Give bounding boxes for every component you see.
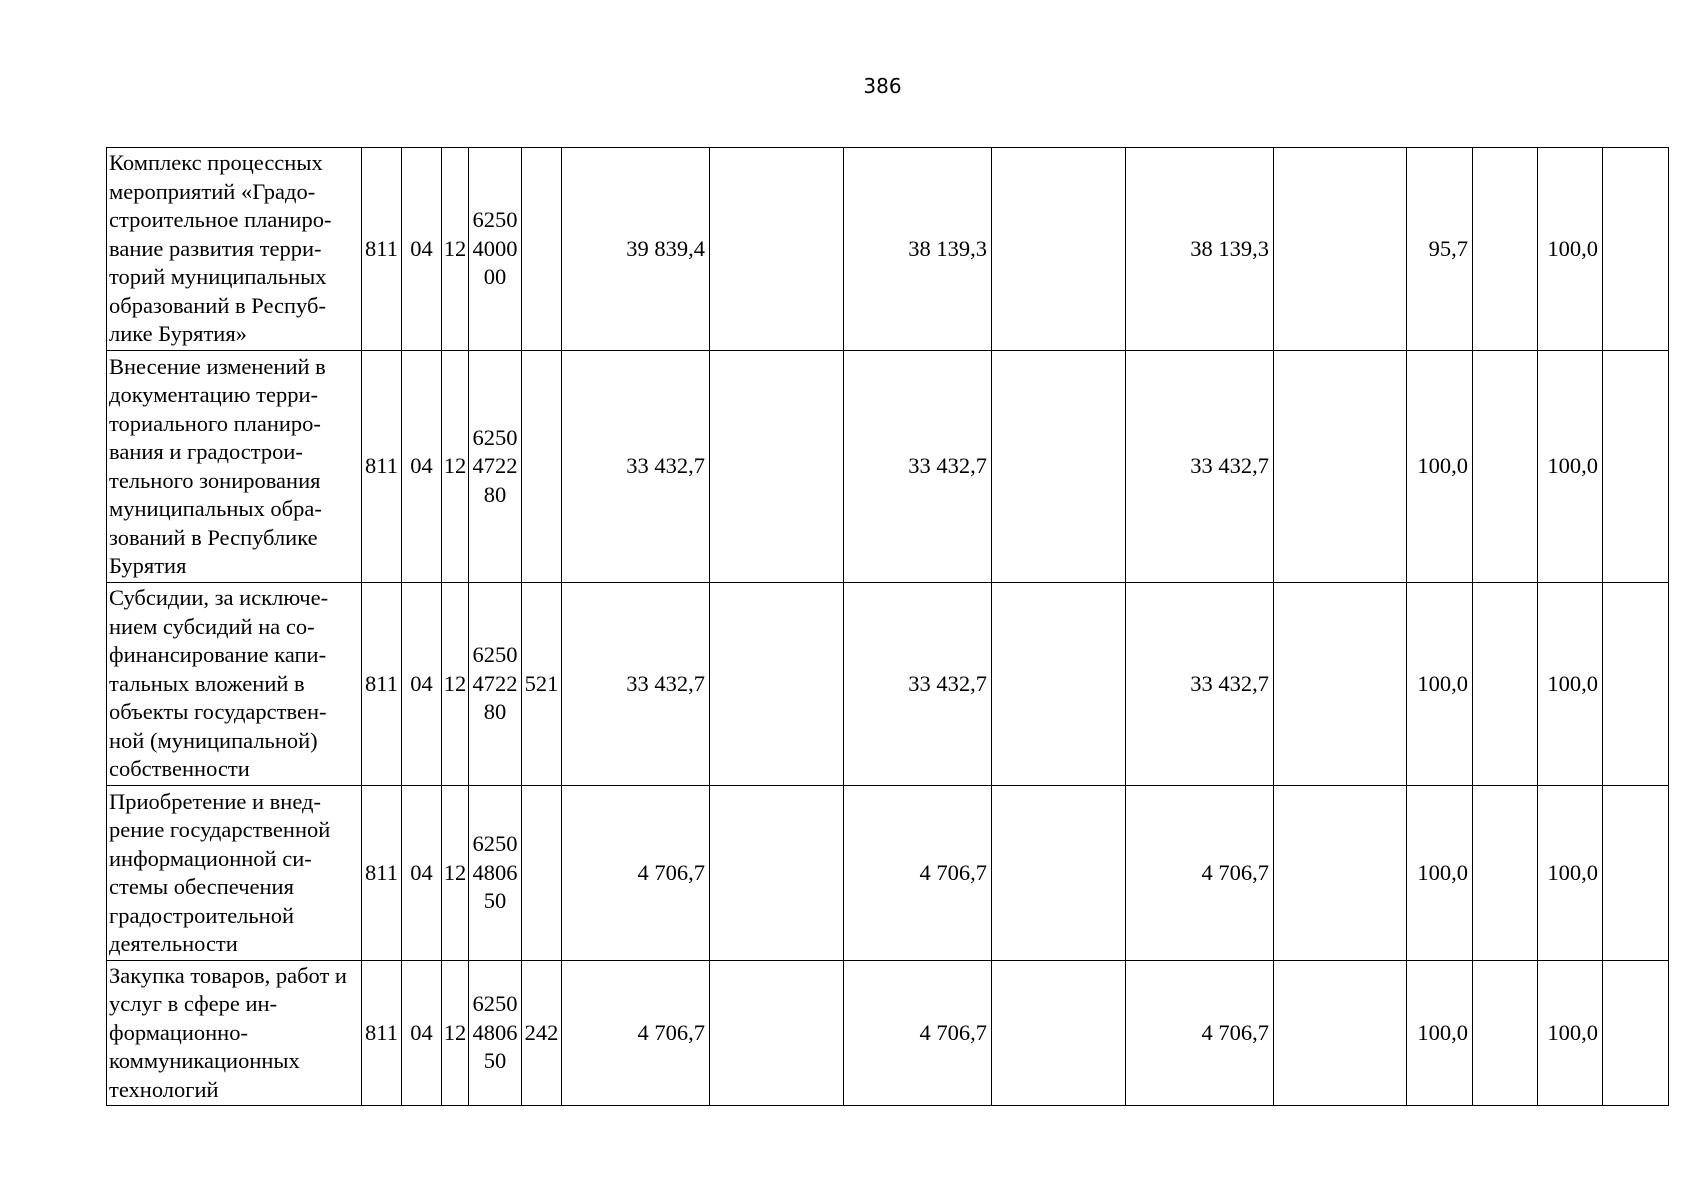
section-code-cell: 04: [402, 148, 442, 351]
row-name-cell: Внесение изменений в документацию терри-ториального планиро-вания и градострои-тельного зонирования муниципальных обра-зований в Республике Бурятия: [107, 351, 362, 583]
amount-cell-1: 33 432,7: [562, 351, 710, 583]
percent-cell-2: [1473, 786, 1538, 961]
percent-cell-2: [1473, 351, 1538, 583]
percent-cell-3: 100,0: [1538, 786, 1603, 961]
target-article-code-cell: 6250 4722 80: [469, 583, 522, 786]
percent-cell-3: 100,0: [1538, 583, 1603, 786]
grbs-code-cell: 811: [362, 351, 402, 583]
amount-cell-3: 33 432,7: [844, 351, 992, 583]
amount-cell-5: 38 139,3: [1126, 148, 1274, 351]
table-row: [107, 148, 1669, 351]
target-article-code-cell: 6250 4722 80: [469, 351, 522, 583]
amount-cell-2: [710, 583, 844, 786]
expense-type-code-cell: [522, 351, 562, 583]
table-row: [107, 351, 1669, 583]
amount-cell-6: [1274, 786, 1407, 961]
row-name-cell: Субсидии, за исключе-нием субсидий на со-финансирование капи-тальных вложений в объекты государствен-ной (муниципальной) собственности: [107, 583, 362, 786]
percent-cell-2: [1473, 583, 1538, 786]
amount-cell-2: [710, 786, 844, 961]
amount-cell-3: 4 706,7: [844, 961, 992, 1106]
row-name-cell: Приобретение и внед-рение государственной информационной си-стемы обеспечения градостроительной деятельности: [107, 786, 362, 961]
grbs-code-cell: 811: [362, 148, 402, 351]
amount-cell-5: 4 706,7: [1126, 961, 1274, 1106]
expense-type-code-cell: 242: [522, 961, 562, 1106]
amount-cell-1: 4 706,7: [562, 961, 710, 1106]
amount-cell-4: [992, 961, 1126, 1106]
amount-cell-6: [1274, 148, 1407, 351]
percent-cell-4: [1603, 786, 1669, 961]
amount-cell-1: 4 706,7: [562, 786, 710, 961]
amount-cell-6: [1274, 583, 1407, 786]
percent-cell-4: [1603, 148, 1669, 351]
amount-cell-1: 39 839,4: [562, 148, 710, 351]
amount-cell-3: 38 139,3: [844, 148, 992, 351]
amount-cell-6: [1274, 351, 1407, 583]
amount-cell-2: [710, 961, 844, 1106]
grbs-code-cell: 811: [362, 961, 402, 1106]
amount-cell-4: [992, 583, 1126, 786]
subsection-code-cell: 12: [442, 583, 469, 786]
amount-cell-4: [992, 786, 1126, 961]
amount-cell-4: [992, 351, 1126, 583]
percent-cell-3: 100,0: [1538, 351, 1603, 583]
expense-type-code-cell: [522, 148, 562, 351]
table-row: [107, 961, 1669, 1106]
amount-cell-5: 33 432,7: [1126, 351, 1274, 583]
subsection-code-cell: 12: [442, 786, 469, 961]
grbs-code-cell: 811: [362, 786, 402, 961]
section-code-cell: 04: [402, 351, 442, 583]
section-code-cell: 04: [402, 786, 442, 961]
percent-cell-4: [1603, 961, 1669, 1106]
amount-cell-5: 4 706,7: [1126, 786, 1274, 961]
amount-cell-3: 33 432,7: [844, 583, 992, 786]
amount-cell-2: [710, 351, 844, 583]
expense-type-code-cell: [522, 786, 562, 961]
percent-cell-4: [1603, 351, 1669, 583]
target-article-code-cell: 6250 4000 00: [469, 148, 522, 351]
subsection-code-cell: 12: [442, 148, 469, 351]
target-article-code-cell: 6250 4806 50: [469, 961, 522, 1106]
percent-cell-4: [1603, 583, 1669, 786]
subsection-code-cell: 12: [442, 351, 469, 583]
percent-cell-1: 95,7: [1407, 148, 1473, 351]
amount-cell-2: [710, 148, 844, 351]
amount-cell-3: 4 706,7: [844, 786, 992, 961]
section-code-cell: 04: [402, 583, 442, 786]
amount-cell-1: 33 432,7: [562, 583, 710, 786]
expense-type-code-cell: 521: [522, 583, 562, 786]
amount-cell-4: [992, 148, 1126, 351]
amount-cell-5: 33 432,7: [1126, 583, 1274, 786]
section-code-cell: 04: [402, 961, 442, 1106]
subsection-code-cell: 12: [442, 961, 469, 1106]
percent-cell-2: [1473, 148, 1538, 351]
percent-cell-1: 100,0: [1407, 583, 1473, 786]
percent-cell-3: 100,0: [1538, 148, 1603, 351]
percent-cell-1: 100,0: [1407, 961, 1473, 1106]
page-number: 386: [863, 74, 902, 98]
budget-execution-table: [106, 147, 1669, 1106]
percent-cell-3: 100,0: [1538, 961, 1603, 1106]
row-name-cell: Комплекс процессных мероприятий «Градо-строительное планиро-вание развития терри-торий муниципальных образований в Респуб-лике Бурятия»: [107, 148, 362, 351]
row-name-cell: Закупка товаров, работ и услуг в сфере ин-формационно-коммуникационных технологий: [107, 961, 362, 1106]
table-row: [107, 786, 1669, 961]
amount-cell-6: [1274, 961, 1407, 1106]
percent-cell-2: [1473, 961, 1538, 1106]
grbs-code-cell: 811: [362, 583, 402, 786]
target-article-code-cell: 6250 4806 50: [469, 786, 522, 961]
percent-cell-1: 100,0: [1407, 786, 1473, 961]
percent-cell-1: 100,0: [1407, 351, 1473, 583]
table-row: [107, 583, 1669, 786]
